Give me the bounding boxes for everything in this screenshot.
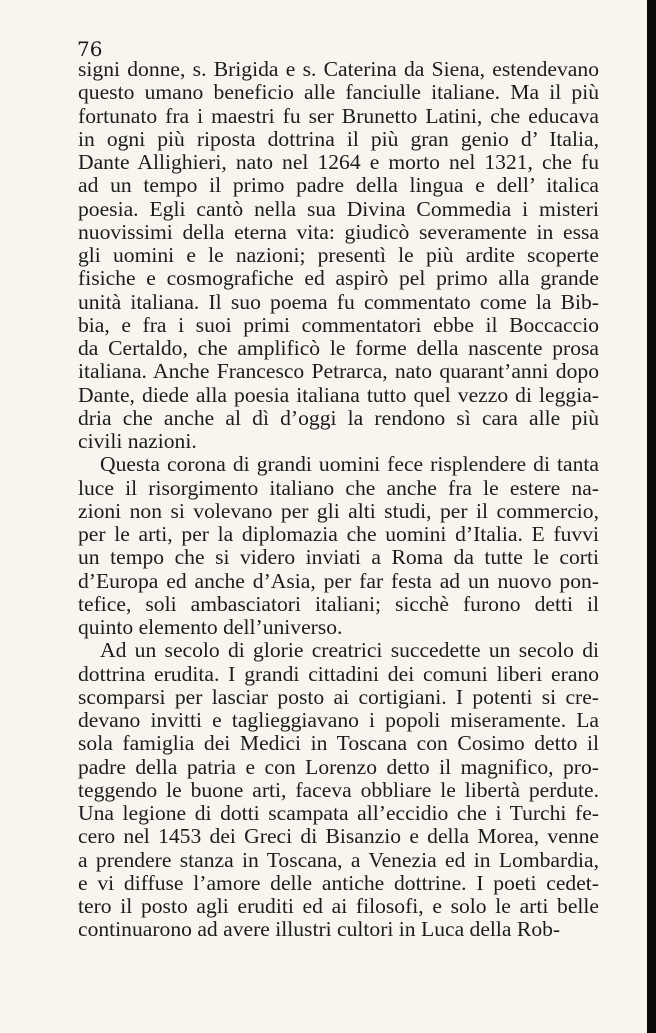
text-line: continuarono ad avere illustri cultori in Luca della Rob- (78, 917, 561, 942)
text-line: nuovissimi della eterna vita: giudicò severamente in essa (78, 219, 599, 244)
page-edge-shadow (647, 0, 656, 1033)
text-line: da Certaldo, che amplificò le forme della nascente prosa (78, 336, 599, 360)
text-line: tero il posto agli eruditi ed ai filosofi, e solo le arti belle (78, 894, 599, 918)
text-line: quinto elemento dell’universo. (78, 615, 343, 639)
text-line: Dante Allighieri, nato nel 1264 e morto nel 1321, che fu (78, 150, 599, 174)
text-line: teggendo le buone arti, faceva obbliare le libertà perdute. (78, 777, 599, 802)
text-line: devano invitti e taglieggiavano i popoli miseramente. La (78, 708, 599, 732)
text-line: cero nel 1453 dei Greci di Bisanzio e della Morea, venne (78, 824, 599, 849)
text-line: tefice, soli ambasciatori italiani; sicchè furono detti il (78, 591, 599, 616)
text-line: Una legione di dotti scampata all’eccidio che i Turchi fe- (78, 801, 599, 825)
text-line: ad un tempo il primo padre della lingua e dell’ italica (78, 173, 599, 198)
text-line: luce il risorgimento italiano che anche fra le estere na- (78, 475, 599, 500)
body-text (78, 58, 599, 942)
text-line: unità italiana. Il suo poema fu commentato come la Bib- (78, 289, 599, 314)
text-line: zioni non si volevano per gli alti studi, per il commercio, (78, 498, 599, 523)
text-line: poesia. Egli cantò nella sua Divina Commedia i misteri (78, 196, 599, 221)
paragraph-container (78, 58, 599, 942)
text-line: sola famiglia dei Medici in Toscana con Cosimo detto il (78, 731, 599, 756)
text-line: a prendere stanza in Toscana, a Venezia ed in Lombardia, (78, 847, 599, 872)
text-line: d’Europa ed anche d’Asia, per far festa ad un nuovo pon- (78, 568, 599, 593)
text-line: bia, e fra i suoi primi commentatori ebbe il Boccaccio (78, 312, 599, 337)
text-line: fortunato fra i maestri fu ser Brunetto Latini, che educava (78, 103, 599, 128)
text-line: dria che anche al dì d’oggi la rendono sì cara alle più (78, 405, 599, 430)
text-line: Ad un secolo di glorie creatrici succedette un secolo di (100, 638, 599, 663)
text-line: fisiche e cosmografiche ed aspirò pel primo alla grande (78, 266, 599, 291)
text-line: Questa corona di grandi uomini fece risplendere di tanta (100, 452, 599, 477)
text-line: gli uomini e le nazioni; presentì le più ardite scoperte (78, 243, 599, 267)
text-line: dottrina erudita. I grandi cittadini dei comuni liberi erano (78, 661, 599, 686)
page-number: 76 (77, 37, 103, 61)
text-line: Dante, diede alla poesia italiana tutto quel vezzo di leggia- (78, 382, 599, 407)
text-line: italiana. Anche Francesco Petrarca, nato quarant’anni dopo (78, 359, 599, 384)
text-line: e vi diffuse l’amore delle antiche dottrine. I poeti cedet- (78, 870, 599, 895)
text-line: un tempo che si videro inviati a Roma da tutte le corti (78, 545, 599, 570)
text-line: questo umano beneficio alle fanciulle italiane. Ma il più (78, 80, 599, 105)
text-line: scomparsi per lasciar posto ai cortigiani. I potenti si cre- (78, 684, 599, 709)
text-line: per le arti, per la diplomazia che uomini d’Italia. E fuvvi (78, 522, 599, 546)
text-line: signi donne, s. Brigida e s. Caterina da Siena, estendevano (78, 57, 599, 81)
text-line: civili nazioni. (78, 429, 197, 453)
text-line: in ogni più riposta dottrina il più gran genio d’ Italia, (78, 126, 599, 151)
text-line: padre della patria e con Lorenzo detto il magnifico, pro- (78, 754, 599, 779)
